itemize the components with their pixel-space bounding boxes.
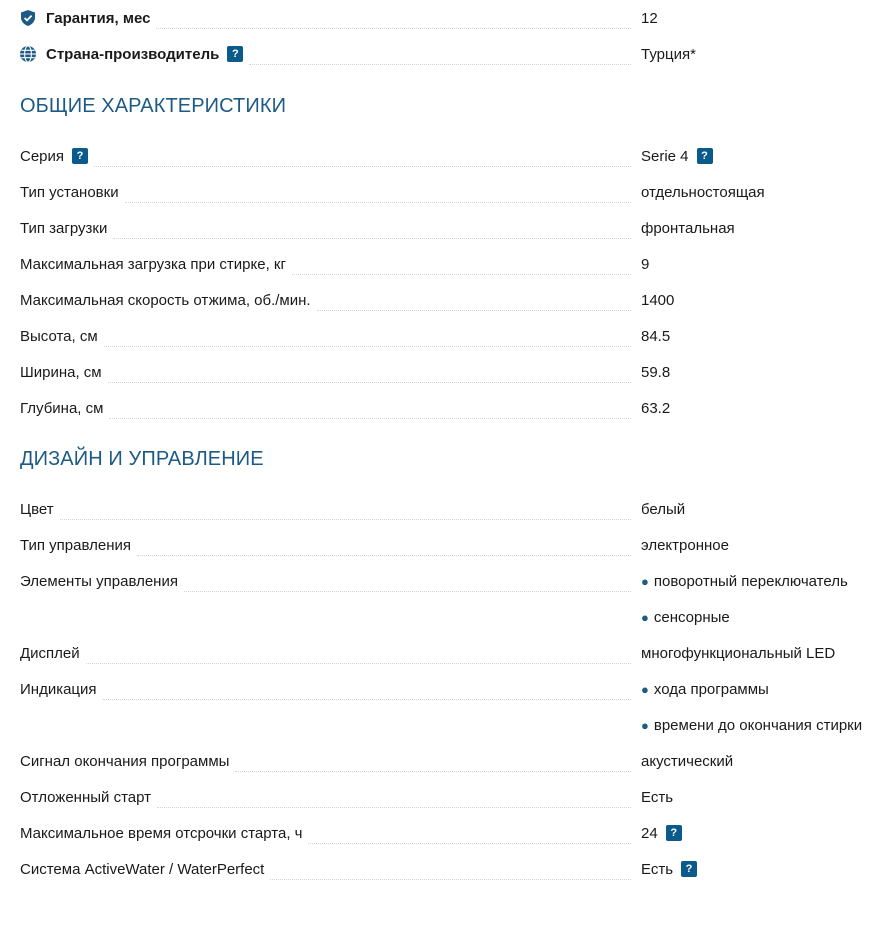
- spec-label: Элементы управления: [20, 572, 178, 590]
- spec-value: Есть: [641, 860, 674, 878]
- spec-value: хода программы: [653, 680, 769, 698]
- bullet-icon: ●: [641, 609, 649, 625]
- spec-value: 63.2: [641, 399, 671, 417]
- bullet-icon: ●: [641, 681, 649, 697]
- spec-value: фронтальная: [641, 219, 735, 237]
- spec-row: [0, 246, 884, 282]
- help-icon[interactable]: ?: [72, 148, 88, 164]
- spec-value: 9: [641, 255, 650, 273]
- dotted-leader: [249, 64, 631, 65]
- dotted-leader: [235, 771, 631, 772]
- spec-label: Максимальное время отсрочки старта, ч: [20, 824, 303, 842]
- design-spec-rows: [0, 491, 884, 887]
- dotted-leader: [125, 202, 631, 203]
- spec-row: [0, 491, 884, 527]
- spec-row: [0, 354, 884, 390]
- spec-value: 24: [641, 824, 658, 842]
- spec-value: 84.5: [641, 327, 671, 345]
- spec-row: [0, 210, 884, 246]
- dotted-leader: [156, 28, 631, 29]
- dotted-leader: [184, 591, 631, 592]
- spec-row: [0, 707, 884, 743]
- dotted-leader: [292, 274, 631, 275]
- section-title-general: ОБЩИЕ ХАРАКТЕРИСТИКИ: [20, 94, 287, 117]
- dotted-leader: [103, 699, 631, 700]
- spec-row: [0, 671, 884, 707]
- spec-value: Есть: [641, 788, 674, 806]
- spec-value: электронное: [641, 536, 729, 554]
- spec-row: [0, 815, 884, 851]
- spec-label: Максимальная загрузка при стирке, кг: [20, 255, 286, 273]
- spec-label: Максимальная скорость отжима, об./мин.: [20, 291, 311, 309]
- spec-label: Страна-производитель: [46, 45, 220, 63]
- spec-value: многофункциональный LED: [641, 644, 836, 662]
- dotted-leader: [317, 310, 631, 311]
- spec-label: Тип установки: [20, 183, 119, 201]
- help-icon[interactable]: ?: [697, 148, 713, 164]
- spec-label: Дисплей: [20, 644, 80, 662]
- spec-label: Серия: [20, 147, 65, 165]
- spec-row-country: [0, 36, 884, 72]
- spec-label: Индикация: [20, 680, 97, 698]
- spec-row: [0, 779, 884, 815]
- spec-row: [0, 138, 884, 174]
- dotted-leader: [86, 663, 631, 664]
- dotted-leader: [108, 382, 631, 383]
- general-spec-rows: [0, 138, 884, 426]
- spec-value: акустический: [641, 752, 734, 770]
- spec-label: Глубина, см: [20, 399, 104, 417]
- dotted-leader: [157, 807, 631, 808]
- spec-label: Система ActiveWater / WaterPerfect: [20, 860, 265, 878]
- help-icon[interactable]: ?: [681, 861, 697, 877]
- spec-row: [0, 563, 884, 599]
- spec-row: [0, 743, 884, 779]
- spec-row: [0, 599, 884, 635]
- spec-label: Ширина, см: [20, 363, 102, 381]
- bullet-icon: ●: [641, 717, 649, 733]
- spec-row: [0, 282, 884, 318]
- spec-row: [0, 527, 884, 563]
- spec-label: Гарантия, мес: [46, 9, 151, 27]
- spec-value: 1400: [641, 291, 675, 309]
- spec-value: 59.8: [641, 363, 671, 381]
- dotted-leader: [109, 418, 631, 419]
- spec-label: Сигнал окончания программы: [20, 752, 230, 770]
- spec-row: [0, 851, 884, 887]
- spec-value: Турция*: [641, 45, 696, 63]
- spec-label: Тип загрузки: [20, 219, 108, 237]
- spec-label: Цвет: [20, 500, 54, 518]
- spec-value: Serie 4: [641, 147, 689, 165]
- spec-value: времени до окончания стирки: [653, 716, 863, 734]
- help-icon[interactable]: ?: [666, 825, 682, 841]
- shield-check-icon: [19, 9, 37, 27]
- dotted-leader: [270, 879, 631, 880]
- spec-value: отдельностоящая: [641, 183, 765, 201]
- bullet-icon: ●: [641, 573, 649, 589]
- globe-icon: [19, 45, 37, 63]
- dotted-leader: [94, 166, 631, 167]
- spec-value: 12: [641, 9, 658, 27]
- dotted-leader: [60, 519, 631, 520]
- spec-value: белый: [641, 500, 686, 518]
- spec-label: Тип управления: [20, 536, 131, 554]
- spec-row: [0, 174, 884, 210]
- spec-value: сенсорные: [653, 608, 730, 626]
- spec-label: Отложенный старт: [20, 788, 152, 806]
- section-title-design: ДИЗАЙН И УПРАВЛЕНИЕ: [20, 447, 264, 470]
- spec-row: [0, 635, 884, 671]
- spec-row-warranty: [0, 0, 884, 36]
- dotted-leader: [308, 843, 631, 844]
- spec-row: [0, 318, 884, 354]
- help-icon[interactable]: ?: [227, 46, 243, 62]
- dotted-leader: [104, 346, 631, 347]
- dotted-leader: [137, 555, 631, 556]
- spec-value: поворотный переключатель: [653, 572, 848, 590]
- spec-label: Высота, см: [20, 327, 98, 345]
- spec-row: [0, 390, 884, 426]
- dotted-leader: [113, 238, 631, 239]
